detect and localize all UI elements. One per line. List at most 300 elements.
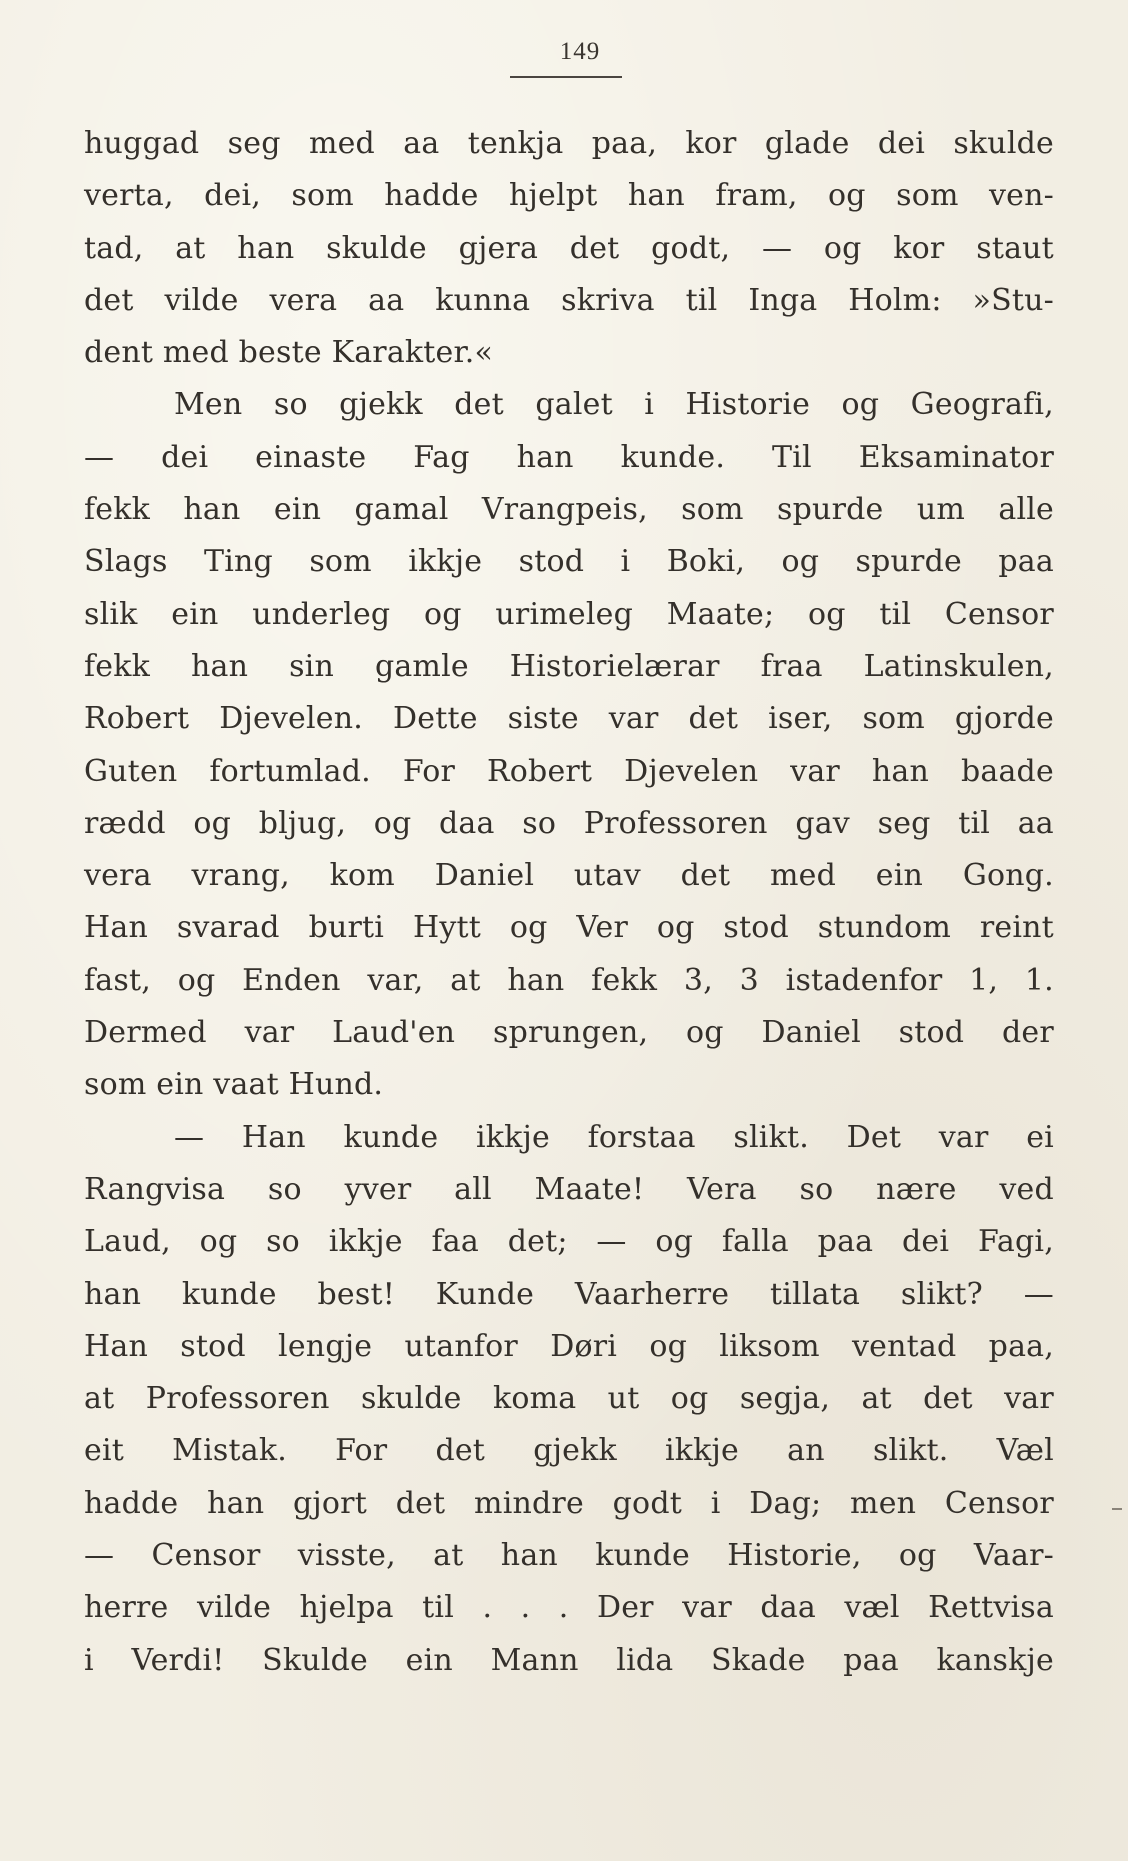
word: slikt. bbox=[733, 1119, 809, 1155]
word: med bbox=[770, 858, 837, 894]
word: stod bbox=[518, 544, 585, 580]
word: Der bbox=[596, 1590, 654, 1626]
word: i bbox=[84, 1642, 94, 1678]
word: ventad bbox=[852, 1328, 957, 1364]
word: hjelpa bbox=[299, 1590, 394, 1626]
word: Professoren bbox=[145, 1381, 330, 1417]
word: 3 bbox=[739, 962, 759, 998]
text-line bbox=[84, 484, 1054, 536]
text-line bbox=[84, 275, 1054, 327]
word: med bbox=[308, 126, 375, 161]
word: Mistak. bbox=[172, 1433, 287, 1469]
word: Daniel bbox=[434, 858, 535, 894]
word: skulde bbox=[326, 230, 427, 266]
word: ved bbox=[999, 1171, 1054, 1207]
word: huggad bbox=[84, 126, 200, 161]
word: herre bbox=[84, 1590, 169, 1626]
word: stod bbox=[723, 910, 789, 946]
word: dent bbox=[84, 335, 154, 371]
word: gjorde bbox=[954, 701, 1054, 737]
word: og bbox=[649, 1328, 688, 1364]
word: ein bbox=[273, 492, 322, 528]
text-line bbox=[84, 641, 1054, 693]
word: Døri bbox=[550, 1328, 618, 1364]
word: vera bbox=[269, 282, 338, 318]
word: det bbox=[435, 1433, 486, 1469]
word: Inga bbox=[748, 282, 818, 318]
text-line bbox=[84, 746, 1054, 798]
text-line bbox=[84, 798, 1054, 850]
text-line bbox=[84, 379, 1054, 431]
page-number-rule bbox=[510, 76, 622, 78]
word: Robert bbox=[84, 701, 190, 737]
word: godt bbox=[612, 1485, 682, 1521]
word: Laud'en bbox=[332, 1015, 456, 1051]
text-line bbox=[84, 170, 1054, 222]
word: ein bbox=[156, 1067, 204, 1103]
word: som bbox=[896, 178, 959, 214]
word: det bbox=[395, 1485, 446, 1521]
word: hjelpt bbox=[509, 178, 598, 214]
word: han bbox=[190, 648, 249, 684]
word: han bbox=[500, 1538, 558, 1574]
word: . bbox=[558, 1590, 569, 1626]
word: ikkje bbox=[328, 1224, 403, 1260]
word: det bbox=[454, 387, 504, 423]
word: Enden bbox=[242, 962, 341, 998]
word: — bbox=[596, 1224, 627, 1260]
word: Mann bbox=[490, 1642, 579, 1678]
word: — bbox=[84, 1538, 115, 1574]
word: gamle bbox=[374, 648, 469, 684]
text-line bbox=[84, 1059, 1054, 1111]
word: staut bbox=[976, 230, 1054, 266]
text-line bbox=[84, 1269, 1054, 1321]
word: Latinskulen, bbox=[863, 648, 1054, 684]
word: Det bbox=[846, 1119, 902, 1155]
text-line bbox=[84, 432, 1054, 484]
word: det bbox=[688, 701, 739, 737]
word: Rangvisa bbox=[84, 1171, 226, 1207]
page-number: 149 bbox=[559, 38, 601, 65]
word: til bbox=[879, 596, 912, 632]
word: mindre bbox=[474, 1485, 584, 1521]
word: underleg bbox=[252, 596, 391, 632]
word: all bbox=[454, 1171, 492, 1207]
word: skulde bbox=[953, 126, 1054, 161]
word: Rettvisa bbox=[928, 1590, 1054, 1626]
word: utanfor bbox=[404, 1328, 518, 1364]
word: — bbox=[1023, 1276, 1054, 1312]
word: men bbox=[850, 1485, 917, 1521]
word: paa, bbox=[988, 1328, 1054, 1364]
word: so bbox=[799, 1171, 834, 1207]
word: ikkje bbox=[665, 1433, 740, 1469]
word: Ver bbox=[576, 910, 628, 946]
word: han bbox=[507, 962, 565, 998]
word: Ting bbox=[204, 544, 273, 580]
word: og bbox=[509, 910, 548, 946]
text-line bbox=[84, 1373, 1054, 1425]
word: alle bbox=[998, 492, 1054, 528]
word: at bbox=[450, 962, 481, 998]
word: og bbox=[841, 387, 880, 423]
word: var bbox=[938, 1119, 989, 1155]
word: an bbox=[787, 1433, 825, 1469]
word: Maate; bbox=[666, 596, 775, 632]
word: For bbox=[402, 753, 456, 789]
text-line bbox=[84, 955, 1054, 1007]
word: og bbox=[828, 178, 866, 214]
word: slikt? bbox=[900, 1276, 983, 1312]
word: kom bbox=[329, 858, 395, 894]
word: Censor bbox=[944, 1485, 1054, 1521]
word: med bbox=[162, 335, 229, 371]
word: Laud, bbox=[84, 1224, 171, 1260]
word: kunde bbox=[595, 1538, 690, 1574]
word: fekk bbox=[591, 962, 658, 998]
text-line bbox=[84, 118, 1054, 170]
word: gjort bbox=[292, 1485, 367, 1521]
word: skulde bbox=[360, 1381, 462, 1417]
word: kor bbox=[893, 230, 945, 266]
word: forstaa bbox=[587, 1119, 696, 1155]
word: Maate! bbox=[534, 1171, 645, 1207]
word: galet bbox=[535, 387, 613, 423]
word: Hytt bbox=[412, 910, 481, 946]
word: Han bbox=[84, 910, 148, 946]
word: og bbox=[193, 805, 232, 841]
word: dei bbox=[902, 1224, 950, 1260]
word: det; bbox=[507, 1224, 568, 1260]
word: 1, bbox=[969, 962, 999, 998]
word: kunna bbox=[435, 282, 531, 318]
word: kunde. bbox=[620, 439, 726, 475]
word: Slags bbox=[84, 544, 168, 580]
word: iser, bbox=[768, 701, 833, 737]
word: Vaar- bbox=[973, 1538, 1054, 1574]
word: Hund. bbox=[288, 1067, 384, 1103]
word: Censor bbox=[151, 1538, 261, 1574]
word: vilde bbox=[196, 1590, 272, 1626]
word: han bbox=[84, 1276, 142, 1312]
word: han bbox=[183, 492, 241, 528]
word: Kunde bbox=[435, 1276, 535, 1312]
word: ikkje bbox=[408, 544, 483, 580]
word: stod bbox=[180, 1328, 246, 1364]
word: var bbox=[1004, 1381, 1054, 1417]
word: det bbox=[84, 282, 134, 318]
word: og bbox=[898, 1538, 937, 1574]
word: dei, bbox=[204, 178, 261, 214]
word: Dette bbox=[392, 701, 478, 737]
word: fast, bbox=[84, 962, 151, 998]
word: i bbox=[620, 544, 631, 580]
word: fekk bbox=[84, 492, 151, 528]
word: vilde bbox=[164, 282, 239, 318]
text-line bbox=[84, 1216, 1054, 1268]
word: Dag; bbox=[749, 1485, 822, 1521]
word: so bbox=[267, 1171, 302, 1207]
word: Karakter.« bbox=[331, 335, 494, 371]
text-line bbox=[84, 327, 1054, 379]
word: so bbox=[266, 1224, 300, 1260]
body-text bbox=[84, 118, 1054, 1687]
text-line bbox=[84, 902, 1054, 954]
word: lida bbox=[616, 1642, 674, 1678]
word: Guten bbox=[84, 753, 178, 789]
word: daa bbox=[760, 1590, 816, 1626]
word: paa bbox=[817, 1224, 874, 1260]
word: Censor bbox=[944, 596, 1054, 632]
word: han bbox=[237, 230, 295, 266]
word: nære bbox=[876, 1171, 957, 1207]
word: Eksaminator bbox=[858, 439, 1054, 475]
word: Daniel bbox=[761, 1015, 861, 1051]
text-line bbox=[84, 223, 1054, 275]
word: utav bbox=[573, 858, 641, 894]
word: . bbox=[520, 1590, 531, 1626]
word: og bbox=[686, 1015, 724, 1051]
word: Han bbox=[241, 1119, 306, 1155]
word: so bbox=[273, 387, 308, 423]
word: best! bbox=[317, 1276, 395, 1312]
word: Boki, bbox=[666, 544, 746, 580]
word: skriva bbox=[561, 282, 655, 318]
word: — bbox=[84, 439, 115, 475]
word: reint bbox=[979, 910, 1054, 946]
word: paa, bbox=[591, 126, 658, 161]
word: beste bbox=[238, 335, 322, 371]
word: lengje bbox=[278, 1328, 373, 1364]
word: som bbox=[862, 701, 925, 737]
text-line bbox=[84, 1164, 1054, 1216]
word: falla bbox=[721, 1224, 789, 1260]
word: ein bbox=[171, 596, 219, 632]
word: sprungen, bbox=[493, 1015, 649, 1051]
word: segja, bbox=[739, 1381, 831, 1417]
word: Men bbox=[174, 387, 243, 423]
word: hadde bbox=[384, 178, 479, 214]
word: Fagi, bbox=[977, 1224, 1054, 1260]
word: han bbox=[627, 178, 685, 214]
word: kanskje bbox=[936, 1642, 1054, 1678]
word: um bbox=[916, 492, 965, 528]
word: Holm: bbox=[848, 282, 942, 318]
word: aa bbox=[403, 126, 440, 161]
word: gav bbox=[795, 805, 850, 841]
word: hadde bbox=[84, 1485, 179, 1521]
word: »Stu- bbox=[972, 282, 1054, 318]
word: Historielærar bbox=[509, 648, 720, 684]
text-line bbox=[84, 1425, 1054, 1477]
text-line bbox=[84, 693, 1054, 745]
text-line bbox=[84, 1112, 1054, 1164]
word: dei bbox=[877, 126, 926, 161]
text-line bbox=[84, 1582, 1054, 1634]
word: Han bbox=[84, 1328, 148, 1364]
word: væl bbox=[844, 1590, 900, 1626]
text-line bbox=[84, 1530, 1054, 1582]
word: som bbox=[309, 544, 372, 580]
word: Dermed bbox=[84, 1015, 207, 1051]
text-line bbox=[84, 1478, 1054, 1530]
word: Verdi! bbox=[131, 1642, 225, 1678]
word: var bbox=[682, 1590, 732, 1626]
word: svarad bbox=[176, 910, 280, 946]
word: ven- bbox=[988, 178, 1054, 214]
word: seg bbox=[227, 126, 281, 161]
word: 3, bbox=[683, 962, 713, 998]
word: og bbox=[655, 1224, 694, 1260]
text-line bbox=[84, 1635, 1054, 1687]
word: paa bbox=[998, 544, 1054, 580]
word: spurde bbox=[777, 492, 884, 528]
word: han bbox=[207, 1485, 265, 1521]
text-line bbox=[84, 589, 1054, 641]
word: Historie bbox=[685, 387, 811, 423]
word: tenkja bbox=[467, 126, 564, 161]
word: For bbox=[335, 1433, 388, 1469]
word: kunde bbox=[181, 1276, 277, 1312]
word: yver bbox=[344, 1171, 412, 1207]
word: so bbox=[522, 805, 557, 841]
word: spurde bbox=[855, 544, 962, 580]
word: eit bbox=[84, 1433, 125, 1469]
word: daa bbox=[439, 805, 495, 841]
word: gamal bbox=[354, 492, 449, 528]
word: vaat bbox=[213, 1067, 279, 1103]
word: 1. bbox=[1024, 962, 1054, 998]
word: ut bbox=[607, 1381, 640, 1417]
word: ein bbox=[405, 1642, 453, 1678]
word: i bbox=[644, 387, 655, 423]
word: i bbox=[710, 1485, 721, 1521]
word: fekk bbox=[84, 648, 151, 684]
word: aa bbox=[1017, 805, 1054, 841]
word: bljug, bbox=[258, 805, 347, 841]
word: og bbox=[670, 1381, 709, 1417]
word: som bbox=[681, 492, 744, 528]
word: det bbox=[680, 858, 731, 894]
word: han bbox=[871, 753, 930, 789]
word: Skade bbox=[711, 1642, 806, 1678]
word: baade bbox=[960, 753, 1054, 789]
word: paa bbox=[843, 1642, 899, 1678]
word: stundom bbox=[817, 910, 951, 946]
word: vrang, bbox=[191, 858, 290, 894]
word: var bbox=[790, 753, 840, 789]
word: Vaarherre bbox=[574, 1276, 730, 1312]
word: gjekk bbox=[533, 1433, 617, 1469]
word: visste, bbox=[297, 1538, 396, 1574]
word: og bbox=[781, 544, 820, 580]
word: — bbox=[174, 1119, 205, 1155]
word: aa bbox=[368, 282, 405, 318]
word: glade bbox=[764, 126, 850, 161]
word: og bbox=[808, 596, 846, 632]
word: til bbox=[958, 805, 991, 841]
word: var bbox=[244, 1015, 295, 1051]
word: og bbox=[823, 230, 862, 266]
text-line bbox=[84, 850, 1054, 902]
text-line bbox=[84, 536, 1054, 588]
word: gjera bbox=[458, 230, 539, 266]
word: og bbox=[373, 805, 412, 841]
word: var bbox=[608, 701, 659, 737]
word: slik bbox=[84, 596, 138, 632]
word: burti bbox=[308, 910, 385, 946]
word: kor bbox=[685, 126, 737, 161]
word: slikt. bbox=[872, 1433, 949, 1469]
word: vera bbox=[84, 858, 152, 894]
word: seg bbox=[877, 805, 931, 841]
word: koma bbox=[492, 1381, 577, 1417]
word: at bbox=[84, 1381, 115, 1417]
word: til bbox=[422, 1590, 455, 1626]
word: ikkje bbox=[475, 1119, 550, 1155]
word: rædd bbox=[84, 805, 166, 841]
word: dei bbox=[161, 439, 209, 475]
word: at bbox=[175, 230, 206, 266]
word: Robert bbox=[486, 753, 593, 789]
word: Til bbox=[772, 439, 812, 475]
word: og bbox=[199, 1224, 238, 1260]
word: Djevelen. bbox=[219, 701, 364, 737]
word: sin bbox=[289, 648, 334, 684]
word: Vrangpeis, bbox=[481, 492, 648, 528]
word: tillata bbox=[770, 1276, 861, 1312]
word: det bbox=[569, 230, 620, 266]
word: urimeleg bbox=[495, 596, 634, 632]
text-line bbox=[84, 1007, 1054, 1059]
word: til bbox=[685, 282, 718, 318]
word: godt, bbox=[651, 230, 731, 266]
word: at bbox=[861, 1381, 892, 1417]
word: — bbox=[761, 230, 793, 266]
word: Professoren bbox=[583, 805, 768, 841]
word: tad, bbox=[84, 230, 144, 266]
word: Gong. bbox=[962, 858, 1054, 894]
word: som bbox=[291, 178, 354, 214]
word: han bbox=[516, 439, 574, 475]
margin-mark bbox=[1112, 1508, 1122, 1510]
word: Væl bbox=[996, 1433, 1054, 1469]
word: at bbox=[433, 1538, 464, 1574]
word: siste bbox=[507, 701, 579, 737]
word: Fag bbox=[413, 439, 470, 475]
word: fraa bbox=[760, 648, 823, 684]
word: verta, bbox=[84, 178, 174, 214]
word: det bbox=[923, 1381, 973, 1417]
word: Skulde bbox=[262, 1642, 368, 1678]
word: faa bbox=[431, 1224, 479, 1260]
word: Vera bbox=[687, 1171, 757, 1207]
word: ei bbox=[1026, 1119, 1054, 1155]
word: fortumlad. bbox=[209, 753, 371, 789]
word: var, bbox=[367, 962, 424, 998]
word: der bbox=[1002, 1015, 1054, 1051]
text-line bbox=[84, 1321, 1054, 1373]
word: liksom bbox=[719, 1328, 820, 1364]
word: fram, bbox=[715, 178, 798, 214]
word: ein bbox=[875, 858, 924, 894]
word: og bbox=[177, 962, 216, 998]
word: Geografi, bbox=[910, 387, 1054, 423]
word: Djevelen bbox=[624, 753, 759, 789]
word: istadenfor bbox=[785, 962, 943, 998]
word: stod bbox=[898, 1015, 965, 1051]
